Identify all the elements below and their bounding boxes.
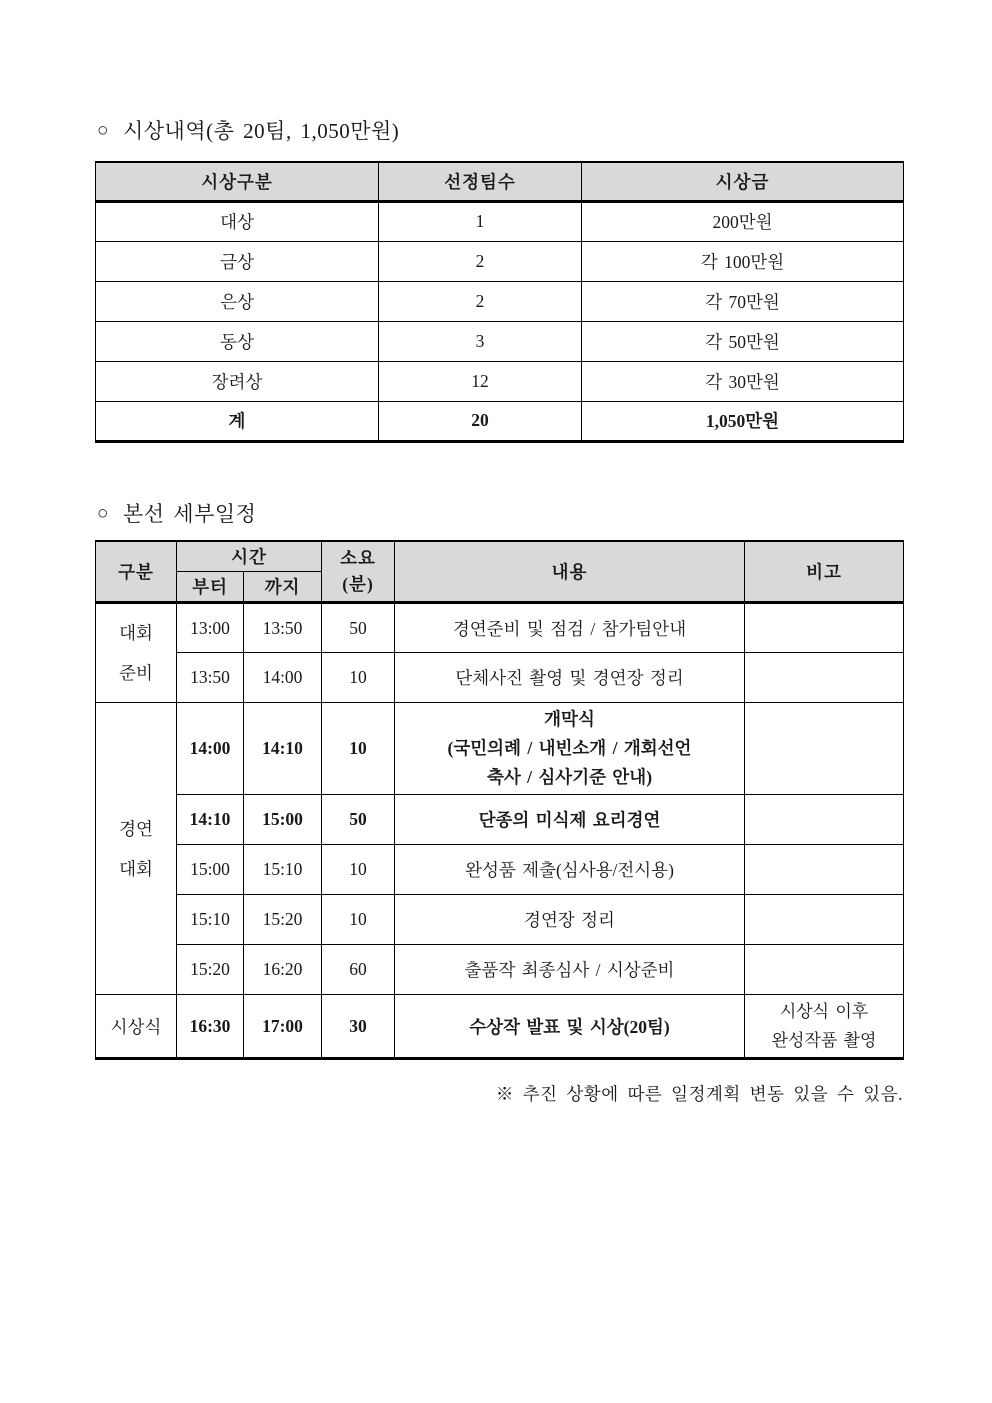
group-label-line: 대회: [119, 858, 153, 879]
time-from: 13:00: [177, 603, 244, 653]
award-teams: 20: [379, 401, 582, 441]
schedule-header-duration: [322, 541, 395, 603]
duration: 10: [322, 895, 395, 945]
note: [745, 995, 904, 1059]
time-to: 15:10: [244, 845, 322, 895]
time-to: 14:10: [244, 703, 322, 795]
group-label-line: 경연: [119, 818, 153, 839]
note: [745, 945, 904, 995]
award-prize: 1,050만원: [582, 401, 904, 441]
awards-table: [95, 161, 904, 443]
note-line: 완성작품 촬영: [771, 1031, 877, 1050]
awards-section-title: [0, 118, 992, 144]
award-category: 금상: [96, 241, 379, 281]
awards-title-text: 시상내역(총 20팀, 1,050만원): [122, 119, 400, 143]
schedule-header-content: 내용: [395, 541, 745, 603]
awards-row-gold: [96, 241, 904, 281]
award-category: 동상: [96, 321, 379, 361]
time-from: 16:30: [177, 995, 244, 1059]
award-teams: 12: [379, 361, 582, 401]
content: 단체사진 촬영 및 경연장 정리: [395, 653, 745, 703]
note: [745, 603, 904, 653]
schedule-title-text: 본선 세부일정: [122, 501, 257, 526]
schedule-group-preparation: [96, 603, 177, 703]
note: [745, 895, 904, 945]
duration: 10: [322, 653, 395, 703]
award-category: 계: [96, 401, 379, 441]
footnote: ※ 추진 상황에 따른 일정계획 변동 있을 수 있음.: [495, 1084, 903, 1104]
award-prize: 200만원: [582, 201, 904, 241]
schedule-header-note: 비고: [745, 541, 904, 603]
awards-row-total: [96, 401, 904, 441]
schedule-header-from: 부터: [177, 572, 244, 603]
time-from: 14:00: [177, 703, 244, 795]
time-from: 15:20: [177, 945, 244, 995]
circle-bullet-icon: ○: [97, 502, 109, 524]
schedule-header-row-1: [96, 541, 904, 572]
duration: 50: [322, 603, 395, 653]
award-category: 장려상: [96, 361, 379, 401]
schedule-table: [95, 540, 904, 1061]
awards-row-grand: [96, 201, 904, 241]
schedule-row-submission: [96, 845, 904, 895]
content: 경연장 정리: [395, 895, 745, 945]
duration-label-bottom: (분): [342, 574, 374, 595]
group-label-line: 준비: [119, 663, 153, 683]
awards-row-encouragement: [96, 361, 904, 401]
time-to: 16:20: [244, 945, 322, 995]
duration: 50: [322, 795, 395, 845]
schedule-row-judging: [96, 945, 904, 995]
schedule-section-title: [0, 501, 992, 527]
duration-label-top: 소요: [340, 548, 376, 569]
award-prize: 각 70만원: [582, 281, 904, 321]
award-prize: 각 100만원: [582, 241, 904, 281]
awards-header-category: 시상구분: [96, 162, 379, 201]
time-to: 17:00: [244, 995, 322, 1059]
content: [395, 703, 745, 795]
schedule-row-opening: [96, 703, 904, 795]
circle-bullet-icon: ○: [97, 120, 109, 141]
content: 출품작 최종심사 / 시상준비: [395, 945, 745, 995]
note: [745, 653, 904, 703]
duration: 10: [322, 845, 395, 895]
time-from: 15:00: [177, 845, 244, 895]
awards-header-row: [96, 162, 904, 201]
note: [745, 703, 904, 795]
group-label-line: 시상식: [110, 1016, 162, 1037]
awards-header-prize: 시상금: [582, 162, 904, 201]
schedule-row-prep-1: [96, 603, 904, 653]
schedule-header-time: 시간: [177, 541, 322, 572]
award-teams: 2: [379, 281, 582, 321]
schedule-row-ceremony: [96, 995, 904, 1059]
time-to: 15:00: [244, 795, 322, 845]
content-line: 축사 / 심사기준 안내): [486, 767, 653, 787]
awards-header-teams: 선정팀수: [379, 162, 582, 201]
time-from: 13:50: [177, 653, 244, 703]
content: 단종의 미식제 요리경연: [395, 795, 745, 845]
awards-row-bronze: [96, 321, 904, 361]
award-teams: 3: [379, 321, 582, 361]
award-teams: 1: [379, 201, 582, 241]
content-line: (국민의례 / 내빈소개 / 개회선언: [447, 738, 692, 758]
group-label-line: 대회: [119, 623, 153, 643]
schedule-group-competition: [96, 703, 177, 995]
award-category: 대상: [96, 201, 379, 241]
content: 수상작 발표 및 시상(20팀): [395, 995, 745, 1059]
time-to: 14:00: [244, 653, 322, 703]
schedule-group-ceremony: [96, 995, 177, 1059]
schedule-header-to: 까지: [244, 572, 322, 603]
note-line: 시상식 이후: [779, 1002, 869, 1021]
time-to: 15:20: [244, 895, 322, 945]
content: 완성품 제출(심사용/전시용): [395, 845, 745, 895]
time-to: 13:50: [244, 603, 322, 653]
duration: 60: [322, 945, 395, 995]
content: 경연준비 및 점검 / 참가팀안내: [395, 603, 745, 653]
award-prize: 각 30만원: [582, 361, 904, 401]
duration: 30: [322, 995, 395, 1059]
schedule-header-group: 구분: [96, 541, 177, 603]
duration: 10: [322, 703, 395, 795]
time-from: 14:10: [177, 795, 244, 845]
time-from: 15:10: [177, 895, 244, 945]
awards-row-silver: [96, 281, 904, 321]
schedule-row-cooking: [96, 795, 904, 845]
schedule-row-cleanup: [96, 895, 904, 945]
note: [745, 795, 904, 845]
award-prize: 각 50만원: [582, 321, 904, 361]
award-category: 은상: [96, 281, 379, 321]
schedule-row-prep-2: [96, 653, 904, 703]
content-line: 개막식: [544, 709, 595, 729]
award-teams: 2: [379, 241, 582, 281]
note: [745, 845, 904, 895]
